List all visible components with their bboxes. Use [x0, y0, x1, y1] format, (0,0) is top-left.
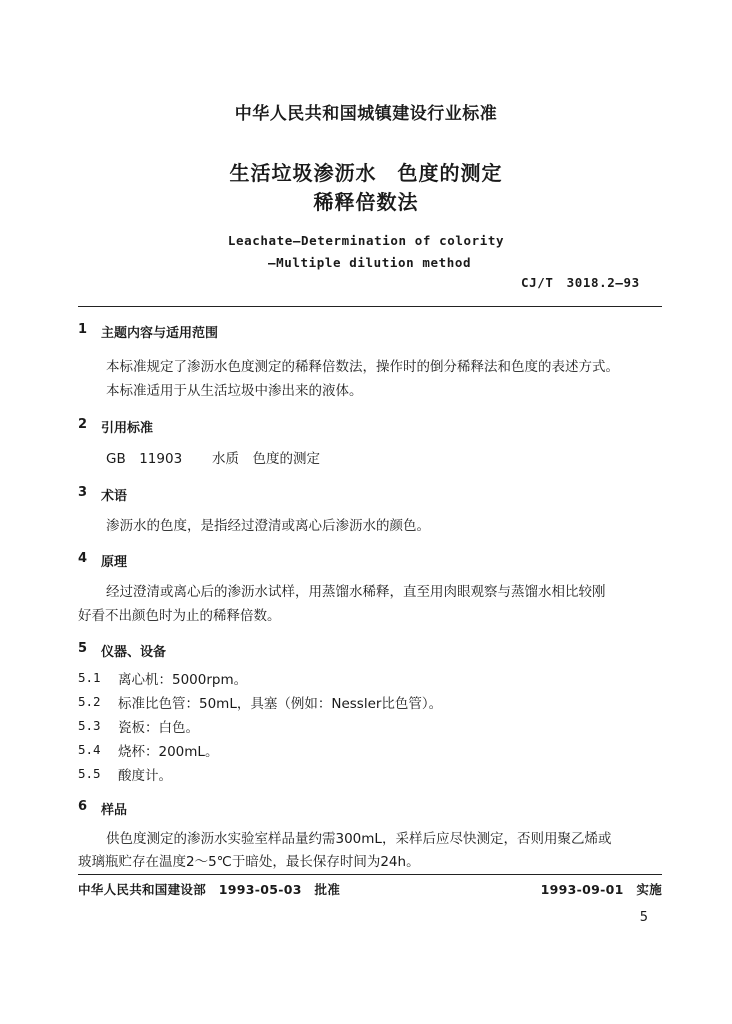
section-1-title: 主题内容与适用范围 [101, 326, 219, 341]
section-1-paragraph-2: 本标准适用于从生活垃圾中渗出来的液体。 [106, 383, 363, 399]
section-1-number: 1 [78, 322, 88, 337]
section-4-paragraph-line-1: 经过澄清或离心后的渗沥水试样，用蒸馏水稀释，直至用肉眼观察与蒸馏水相比较刚 [106, 584, 606, 600]
section-3-title: 术语 [101, 489, 128, 504]
page-number: 5 [639, 910, 648, 925]
english-title-line-2: —Multiple dilution method [268, 255, 472, 270]
approval-note: 中华人民共和国建设部 1993-05-03 批准 [78, 882, 341, 897]
standard-code: CJ/T 3018.2—93 [521, 275, 640, 290]
section-4-title: 原理 [101, 555, 128, 570]
equipment-item-number: 5.1 [78, 670, 101, 685]
implementation-note: 1993-09-01 实施 [540, 882, 662, 897]
reference-standard-name: 水质 色度的测定 [212, 451, 320, 467]
reference-standard-code: GB 11903 [106, 451, 183, 467]
section-4-paragraph-line-2: 好看不出颜色时为止的稀释倍数。 [78, 608, 281, 624]
section-6-paragraph-line-2: 玻璃瓶贮存在温度2～5℃于暗处，最长保存时间为24h。 [78, 854, 420, 870]
english-title-line-1: Leachate—Determination of colority [227, 233, 505, 248]
section-6-title: 样品 [101, 803, 128, 818]
document-title-line-1: 生活垃圾渗沥水 色度的测定 [229, 161, 503, 185]
section-3-paragraph: 渗沥水的色度，是指经过澄清或离心后渗沥水的颜色。 [106, 518, 430, 534]
section-3-number: 3 [78, 485, 88, 500]
equipment-item-number: 5.5 [78, 766, 101, 781]
section-5-title: 仪器、设备 [101, 645, 167, 660]
section-6-number: 6 [78, 799, 88, 814]
standard-type-heading: 中华人民共和国城镇建设行业标准 [234, 104, 498, 124]
equipment-item-text: 烧杯：200mL。 [118, 744, 219, 760]
section-2-number: 2 [78, 417, 88, 432]
equipment-item-number: 5.2 [78, 694, 101, 709]
equipment-item-number: 5.4 [78, 742, 101, 757]
equipment-item-text: 标准比色管：50mL，具塞（例如：Nessler比色管）。 [118, 696, 443, 712]
section-2-title: 引用标准 [101, 421, 154, 436]
section-4-number: 4 [78, 551, 88, 566]
equipment-item-text: 瓷板：白色。 [118, 720, 199, 736]
section-6-paragraph-line-1: 供色度测定的渗沥水实验室样品量约需300mL，采样后应尽快测定，否则用聚乙烯或 [106, 831, 612, 847]
header-divider [78, 306, 662, 307]
footer-divider [78, 874, 662, 875]
section-5-number: 5 [78, 641, 88, 656]
section-1-paragraph-1: 本标准规定了渗沥水色度测定的稀释倍数法，操作时的倒分稀释法和色度的表述方式。 [106, 359, 619, 375]
equipment-item-text: 酸度计。 [118, 768, 172, 784]
document-title-line-2: 稀释倍数法 [313, 190, 419, 214]
equipment-item-number: 5.3 [78, 718, 101, 733]
equipment-item-text: 离心机：5000rpm。 [118, 672, 248, 688]
